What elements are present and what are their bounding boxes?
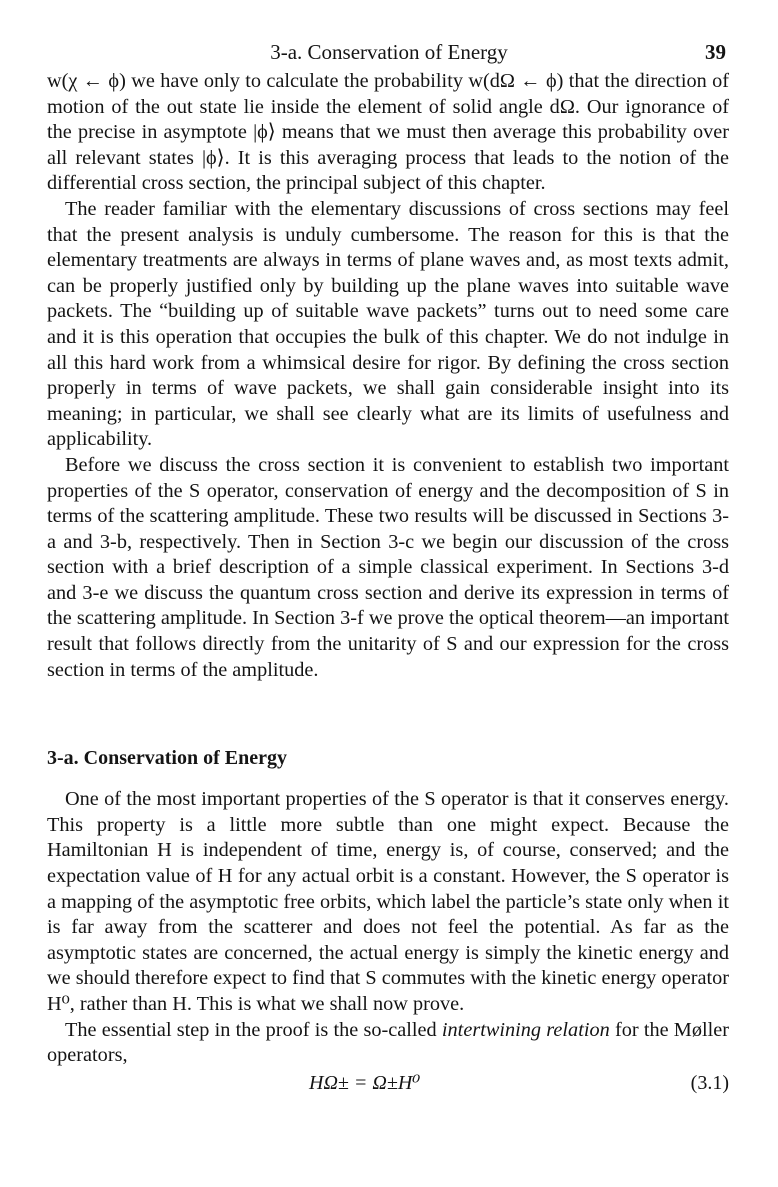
paragraph-elementary-discussion: The reader familiar with the elementary discussions of cross sections may feel that the present analysis is unduly cumbersome. The reason for this is that the elementary treatments are always in terms of plane waves and, as most texts admit, can be properly justified only by building up the plane waves into suitable wave packets. The “building up of suitable wave packets” turns out to need some care and it is this operation that occupies the bulk of this chapter. We do not indulge in all this hard work from a whimsical desire for rigor. By defining the cross section properly in terms of wave packets, we shall gain considerable insight into its meaning; in particular, we shall see clearly what are its limits of usefulness and applicability. [47,197,729,451]
page-body [47,69,729,1101]
equation-number: (3.1) [690,1071,729,1094]
section-heading: 3-a. Conservation of Energy [47,747,287,770]
page-number: 39 [705,40,726,64]
intertwining-term: intertwining relation [441,1018,610,1041]
intertwining-text-before: The essential step in the proof is the so-called [65,1018,442,1041]
equation: HΩ± = Ω±H⁰ [309,1071,421,1094]
running-title: 3-a. Conservation of Energy [270,40,508,64]
paragraph-chapter-outline: Before we discuss the cross section it is convenient to establish two important properties of the S operator, conservation of energy and the decomposition of S in terms of the scattering amplitude. These two results will be discussed in Sections 3-a and 3-b, respectively. Then in Section 3-c we begin our discussion of the cross section with a brief description of a simple classical experiment. In Sections 3-d and 3-e we discuss the quantum cross section and derive its expression in terms of the scattering amplitude. In Section 3-f we prove the optical theorem—an important result that follows directly from the unitarity of S and our expression for the cross section in terms of the amplitude. [47,453,729,681]
running-head [0,40,778,66]
paragraph-intertwining [47,1018,729,1069]
equation-row [47,1071,729,1101]
intertwining-text-after: for the Møller operators, [47,1018,729,1067]
paragraph-conservation: One of the most important properties of the S operator is that it conserves energy. This property is a little more subtle than one might expect. Because the Hamiltonian H is independent of time, energy is, of course, conserved; and the expectation value of H for any actual orbit is a constant. However, the S operator is a mapping of the asymptotic free orbits, which label the particle’s state only when it is far away from the scatterer and does not feel the potential. As far as the asymptotic states are concerned, the actual energy is simply the kinetic energy and we should therefore expect to find that S commutes with the kinetic energy operator H⁰, rather than H. This is what we shall now prove. [47,788,729,1015]
paragraph-continuation: w(χ ← ϕ) we have only to calculate the probability w(dΩ ← ϕ) that the direction of motion of the out state lie inside the element of solid angle dΩ. Our ignorance of the precise in asymptote |ϕ⟩ means that we must then average this probability over all relevant states |ϕ⟩. It is this averaging process that leads to the notion of the differential cross section, the principal subject of this chapter. [47,70,729,195]
